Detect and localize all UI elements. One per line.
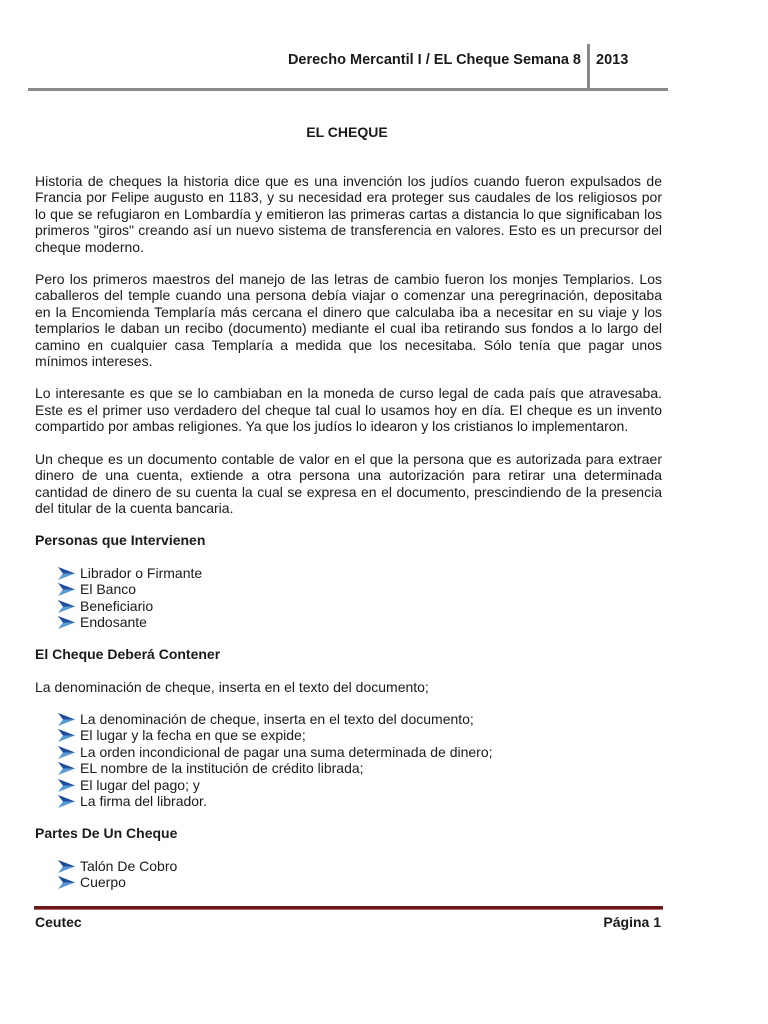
list-item-label: Cuerpo: [80, 874, 126, 891]
arrow-bullet-icon: [57, 713, 76, 726]
list-item-label: La orden incondicional de pagar una suma determinada de dinero;: [80, 743, 493, 760]
list-item-label: La firma del librador.: [80, 793, 207, 810]
arrow-bullet-icon: [57, 746, 76, 759]
list-item: [57, 744, 662, 760]
list-item-label: Endosante: [80, 613, 147, 630]
list-item-label: El lugar y la fecha en que se expide;: [80, 727, 306, 744]
arrow-bullet-icon: [57, 795, 76, 808]
section-heading: Partes De Un Cheque: [35, 825, 178, 842]
list-item: [57, 565, 662, 581]
arrow-bullet-icon: [57, 600, 76, 613]
list-item: [57, 598, 662, 614]
header-divider: [587, 44, 590, 89]
section-intro: La denominación de cheque, inserta en el texto del documento;: [35, 678, 429, 695]
arrow-bullet-icon: [57, 583, 76, 596]
list-item-label: Librador o Firmante: [80, 564, 203, 581]
bullet-list: [35, 858, 662, 891]
section-heading: Personas que Intervienen: [35, 532, 206, 549]
document-body: [35, 173, 662, 907]
header-title: Derecho Mercantil I / EL Cheque Semana 8: [287, 52, 581, 68]
header-rule: [28, 88, 668, 91]
paragraph: Lo interesante es que se lo cambiaban en la moneda de curso legal de cada país que atravesaba. Este es el primer uso verdadero del cheque tal cual lo usamos hoy en día. El cheque es un invento compartido por ambas religiones. Ya que los judíos lo idearon y los cristianos lo implementaron.: [35, 385, 662, 435]
list-item-label: Talón De Cobro: [80, 857, 178, 874]
list-item-label: El Banco: [80, 581, 137, 598]
list-item-label: El lugar del pago; y: [80, 776, 200, 793]
arrow-bullet-icon: [57, 729, 76, 742]
document-title: EL CHEQUE: [306, 124, 388, 140]
arrow-bullet-icon: [57, 860, 76, 873]
page-number: Página 1: [603, 914, 661, 930]
arrow-bullet-icon: [57, 779, 76, 792]
list-item-label: EL nombre de la institución de crédito librada;: [80, 760, 364, 777]
list-item-label: Beneficiario: [80, 597, 154, 614]
paragraph: Un cheque es un documento contable de valor en el que la persona que es autorizada para extraer dinero de una cuenta, extiende a otra persona una autorización para retirar una determinada cantidad de dinero de su cuenta la cual se expresa en el documento, prescindiendo de la presencia del titular de la cuenta bancaria.: [35, 450, 662, 516]
footer-rule-accent: [34, 909, 663, 910]
section-heading: El Cheque Deberá Contener: [35, 646, 221, 663]
page-header: [28, 44, 668, 90]
arrow-bullet-icon: [57, 616, 76, 629]
list-item: [57, 711, 662, 727]
arrow-bullet-icon: [57, 876, 76, 889]
list-item: [57, 874, 662, 890]
list-item: [57, 614, 662, 630]
paragraph: Historia de cheques la historia dice que es una invención los judíos cuando fueron expulsados de Francia por Felipe augusto en 1183, y su necesidad era proteger sus caudales de los religiosos por lo que se refugiaron en Lombardía y emitieron las primeras cartas a distancia lo que significaban los primeros "giros" creando así un nuevo sistema de transferencia en valores. Esto es un precursor del cheque moderno.: [35, 173, 662, 255]
bullet-list: [35, 711, 662, 809]
list-item-label: La denominación de cheque, inserta en el texto del documento;: [80, 711, 474, 728]
footer-institution: Ceutec: [35, 914, 82, 930]
arrow-bullet-icon: [57, 567, 76, 580]
arrow-bullet-icon: [57, 762, 76, 775]
header-year: 2013: [596, 52, 629, 68]
list-item: [57, 760, 662, 776]
list-item: [57, 727, 662, 743]
list-item: [57, 858, 662, 874]
bullet-list: [35, 565, 662, 631]
list-item: [57, 581, 662, 597]
list-item: [57, 777, 662, 793]
paragraph: Pero los primeros maestros del manejo de las letras de cambio fueron los monjes Templarios. Los caballeros del temple cuando una persona debía viajar o comenzar una peregrinación, depositaba en la Encomienda Templaría más cercana el dinero que calculaba iba a necesitar en su viaje y los templarios le daban un recibo (documento) mediante el cual iba retirando sus fondos a lo largo del camino en cualquier casa Templaría a medida que los necesitaba. Sólo tenía que pagar unos mínimos intereses.: [35, 271, 662, 370]
list-item: [57, 793, 662, 809]
